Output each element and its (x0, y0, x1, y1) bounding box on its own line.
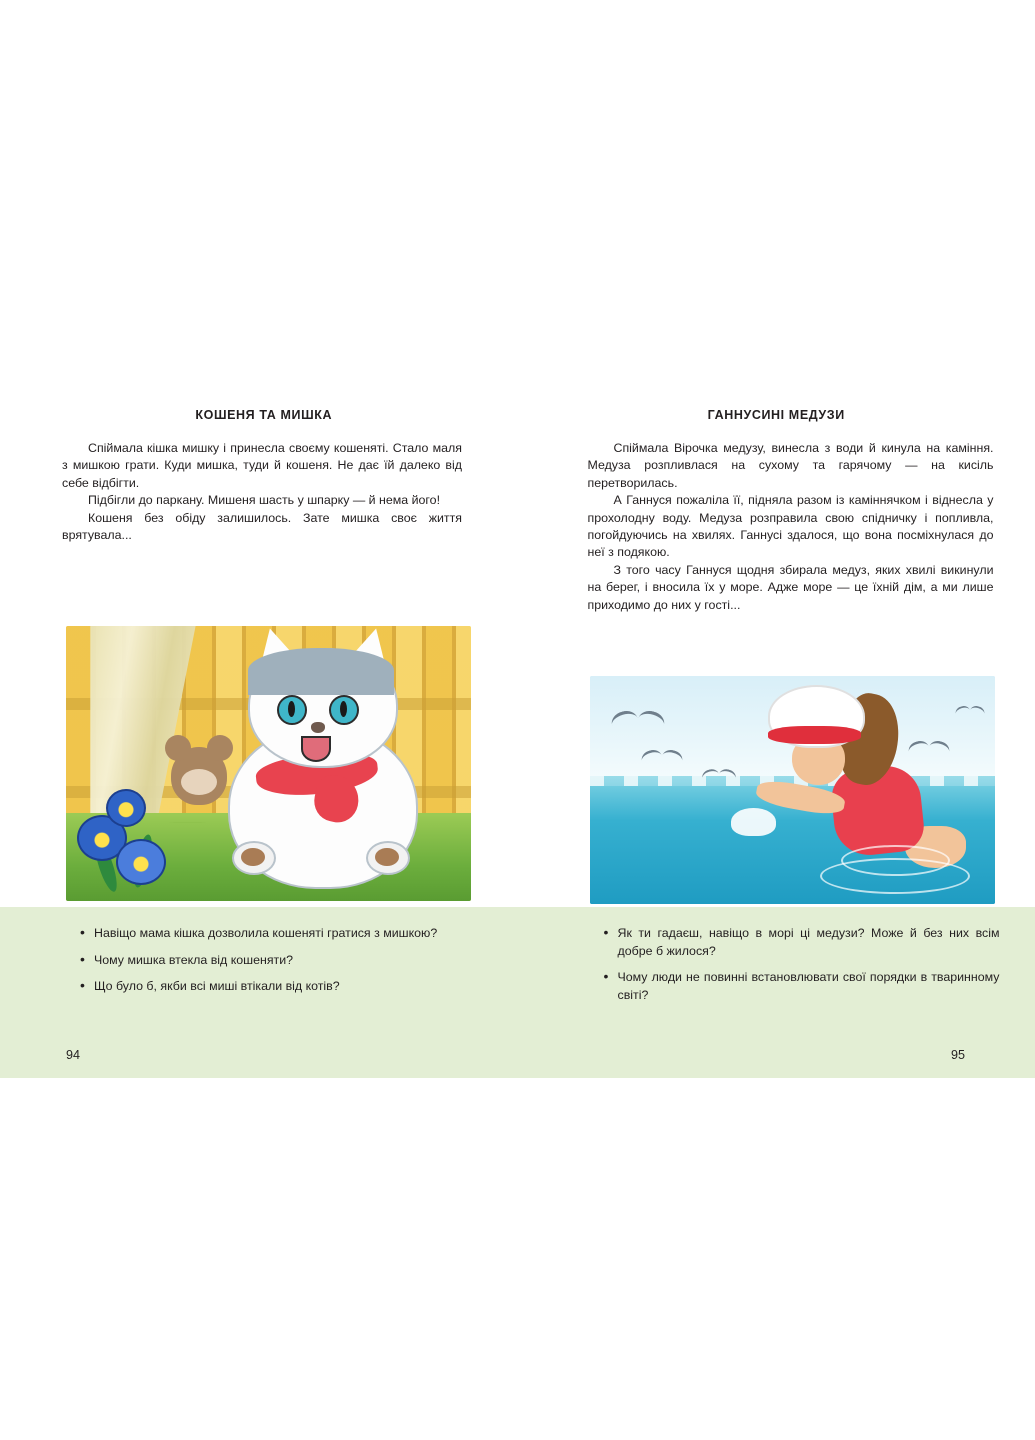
list-item: • Що було б, якби всі миші втікали від котів? (78, 978, 470, 996)
cat-mouth (301, 736, 331, 762)
list-item: • Навіщо мама кішка дозволила кошеняті гратися з мишкою? (78, 925, 470, 943)
left-paragraph-3: Кошеня без обіду залишилось. Зате мишка своє життя врятувала... (62, 510, 462, 543)
left-story-body (62, 440, 462, 544)
seagull-icon (642, 750, 683, 764)
left-paragraph-2: Підбігли до паркану. Мишеня шасть у шпарку — й нема його! (88, 493, 441, 508)
right-story-title: ГАННУСИНІ МЕДУЗИ (707, 408, 845, 422)
jellyfish-shape (731, 808, 776, 835)
list-item: • Як ти гадаєш, навіщо в морі ці медузи? Може й без них всім добре б жилося? (602, 925, 1000, 960)
right-paragraph-3: З того часу Ганнуся щодня збирала медуз, яких хвилі викинули на берег, і вносила їх у море. Адже море — це їхній дім, а ми лише приходимо до них у гості... (587, 562, 994, 612)
right-paragraph-1: Спіймала Вірочка медузу, винесла з води й кинула на каміння. Медуза розпливлася на сухому та гарячому — на кисіль перетворилась. (587, 441, 994, 490)
blue-flower (116, 839, 166, 885)
seagull-icon (702, 770, 736, 781)
girl-with-jellyfish-illustration (590, 676, 995, 904)
cat-paw-right (366, 841, 410, 875)
right-story-body (588, 440, 994, 614)
kitten-and-mouse-illustration (66, 626, 471, 901)
list-item: • Чому мишка втекла від кошеняти? (78, 952, 470, 970)
left-page-number: 94 (66, 1048, 81, 1062)
cat-eye-right (329, 695, 359, 725)
right-questions-column (518, 907, 1035, 1078)
right-paragraph-2: А Ганнуся пожаліла її, підняла разом із каміннячком і віднесла у прохолодну воду. Медуза розправила свою спідничку і попливла, погойдуючись на хвилях. Ганнусі здалося, що вона посміхнулася до неї з подякою. (587, 493, 994, 560)
seagull-icon (955, 707, 984, 717)
seagull-icon (611, 712, 664, 730)
right-question-list (602, 925, 1000, 1013)
left-story-title: КОШЕНЯ ТА МИШКА (195, 408, 333, 422)
blue-flower (106, 789, 146, 827)
flowers-group (70, 764, 192, 896)
seagull-icon (909, 741, 950, 755)
left-paragraph-1: Спіймала кішка мишку і принесла своєму кошеняті. Стало маля з мишкою грати. Куди мишка, туди й кошеня. Не дає їй далеко від себе відбігти. (62, 441, 462, 490)
hat-red-band (768, 726, 861, 744)
cat-paw-left (232, 841, 276, 875)
cat-eye-left (277, 695, 307, 725)
questions-columns (0, 907, 1035, 1078)
right-page-number: 95 (950, 1048, 965, 1062)
list-item: • Чому люди не повинні встановлювати свої порядки в тваринному світі? (602, 969, 1000, 1004)
cat-head-fur-cap (248, 648, 394, 695)
questions-band (0, 907, 1035, 1078)
left-question-list (78, 925, 470, 1005)
left-questions-column (0, 907, 518, 1078)
